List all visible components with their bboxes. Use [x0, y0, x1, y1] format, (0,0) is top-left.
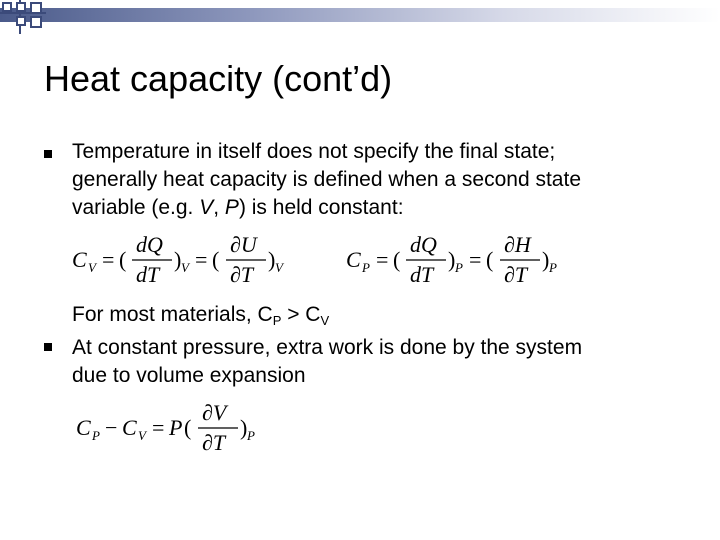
eq-cp-num-2: ∂H — [504, 232, 531, 257]
eq-cv-paren-close-1: ) — [174, 247, 182, 272]
line-3-suffix: ) is held constant: — [238, 196, 404, 219]
cp-greater-than-cv-note — [72, 301, 329, 335]
eq-cv-lhs: C — [72, 247, 87, 272]
eq-diff-sub: P — [247, 428, 255, 443]
corner-square — [30, 2, 42, 14]
eq-cp-num-1: dQ — [410, 232, 437, 257]
eq-cv-sub-1: V — [181, 260, 189, 275]
eq-cv-sub-2: V — [275, 260, 283, 275]
note-sub-v: V — [320, 313, 330, 328]
eq-cp-paren-close-1: ) — [448, 247, 456, 272]
eq-diff-c2-sub: V — [138, 428, 146, 443]
eq-cv-den-1: dT — [136, 262, 160, 287]
eq-cp-den-2: ∂T — [504, 262, 528, 287]
eq-diff-c2: C — [122, 415, 137, 440]
eq-cv-paren-open-2: ( — [212, 247, 220, 272]
eq-cp-sub-1: P — [455, 260, 463, 275]
eq-cv-equals-2: = — [195, 247, 208, 272]
eq-cv-paren-close-2: ) — [268, 247, 276, 272]
eq-diff-paren-close: ) — [240, 415, 248, 440]
bullet-marker — [44, 150, 52, 158]
corner-square — [16, 2, 26, 12]
eq-cv-num-2: ∂U — [230, 232, 257, 257]
line-3-prefix: variable (e.g. — [72, 196, 200, 219]
eq-cv-num-1: dQ — [136, 232, 163, 257]
bullet-1-line-3 — [72, 194, 581, 222]
note-prefix: For most materials, C — [72, 303, 273, 326]
eq-diff-equals: = — [152, 415, 165, 440]
equation-cv — [72, 232, 302, 290]
bullet-2-line-1: At constant pressure, extra work is done by the system — [72, 336, 583, 359]
bullet-text-2 — [72, 334, 582, 390]
eq-cp-paren-open-2: ( — [486, 247, 494, 272]
eq-diff-den: ∂T — [202, 430, 226, 455]
eq-diff-num: ∂V — [202, 400, 227, 425]
eq-cv-lhs-sub: V — [88, 260, 96, 275]
eq-cp-sub-2: P — [549, 260, 557, 275]
eq-cp-lhs-sub: P — [362, 260, 370, 275]
bullet-marker — [44, 343, 52, 351]
corner-square — [2, 2, 12, 12]
slide-title: Heat capacity (cont’d) — [44, 58, 393, 99]
eq-cp-paren-open-1: ( — [393, 247, 401, 272]
eq-diff-c1-sub: P — [92, 428, 100, 443]
eq-cp-paren-close-2: ) — [542, 247, 550, 272]
eq-diff-rhs: P — [169, 415, 183, 440]
note-mid: > C — [281, 303, 321, 326]
equation-cp-minus-cv — [72, 400, 282, 458]
line-3-separator: , — [213, 196, 225, 219]
eq-diff-paren-open: ( — [184, 415, 192, 440]
bullet-1-line-2: generally heat capacity is defined when a second state — [72, 168, 581, 191]
corner-square — [30, 16, 42, 28]
eq-cv-paren-open-1: ( — [119, 247, 127, 272]
eq-cp-lhs: C — [346, 247, 361, 272]
eq-cp-equals: = — [376, 247, 389, 272]
bullet-2-line-2: due to volume expansion — [72, 364, 306, 387]
eq-cv-equals: = — [102, 247, 115, 272]
corner-square — [16, 16, 26, 26]
bullet-text-1 — [72, 138, 581, 222]
variable-v: V — [199, 196, 214, 219]
eq-cp-den-1: dT — [410, 262, 434, 287]
eq-diff-c1: C — [76, 415, 91, 440]
bullet-1-line-1: Temperature in itself does not specify the final state; — [72, 140, 556, 163]
variable-p: P — [224, 196, 239, 219]
note-sub-p: P — [272, 313, 282, 328]
eq-diff-minus: − — [105, 415, 118, 440]
equation-cp — [346, 232, 576, 290]
eq-cv-den-2: ∂T — [230, 262, 254, 287]
header-gradient-bar — [0, 8, 720, 22]
eq-cp-equals-2: = — [469, 247, 482, 272]
